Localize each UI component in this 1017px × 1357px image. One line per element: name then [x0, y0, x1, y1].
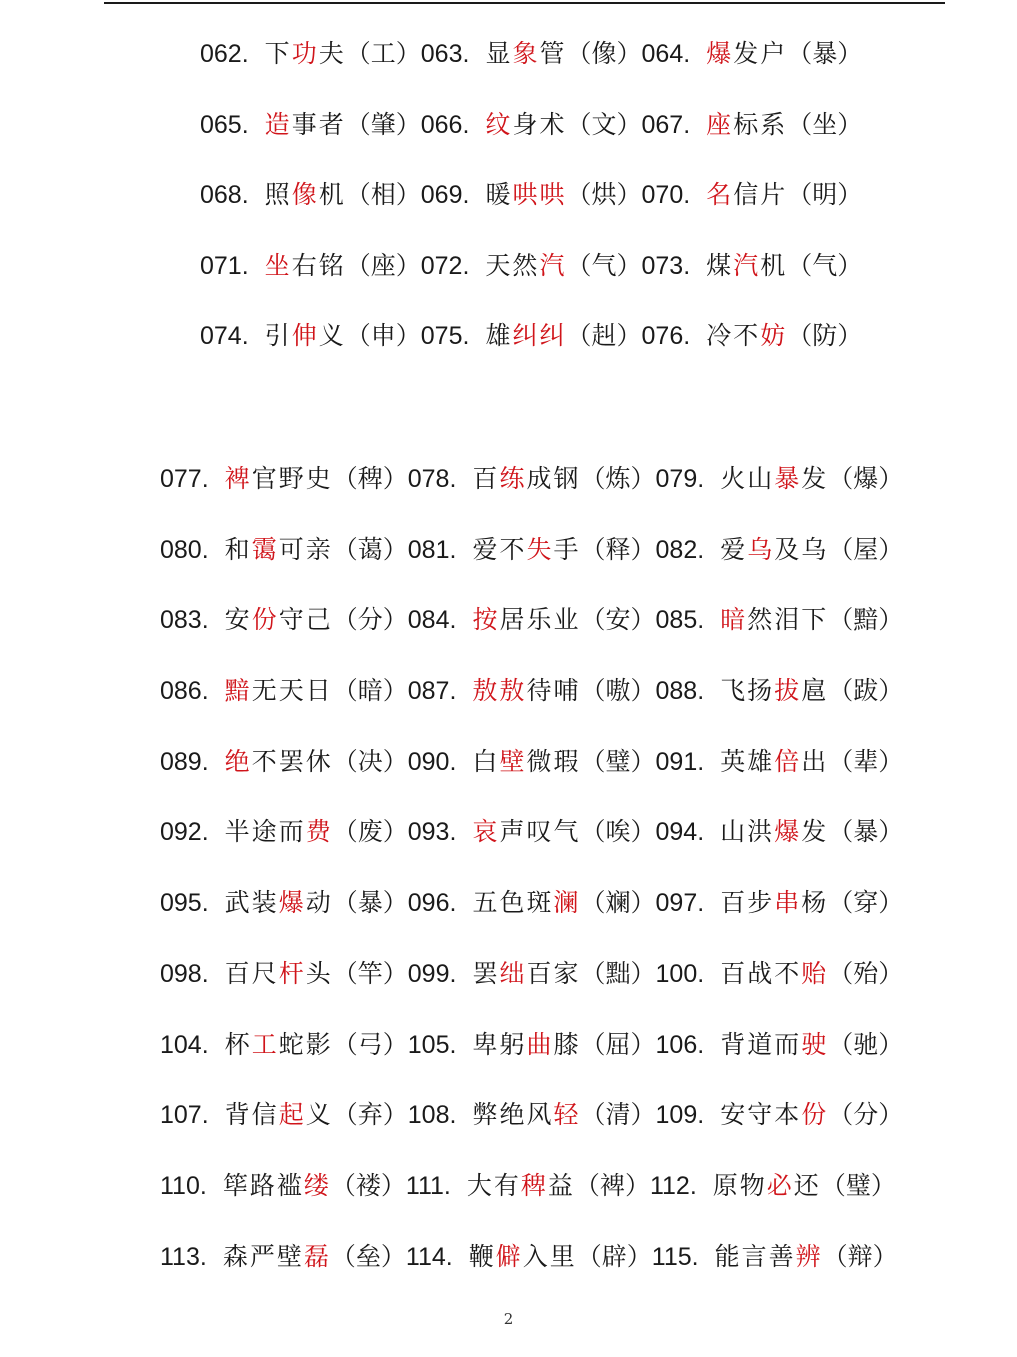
- row: [160, 1233, 903, 1277]
- row: [160, 667, 903, 711]
- entry: 107. 背信起义（弃）: [160, 1100, 408, 1130]
- entry: 065. 造事者（肇）: [200, 109, 421, 139]
- entry: 105. 卑躬曲膝（屈）: [407, 1029, 656, 1059]
- row: [200, 30, 862, 74]
- row: [200, 101, 862, 145]
- entry: 064. 爆发户（暴）: [641, 39, 863, 68]
- entry: 114. 鞭僻入里（辟）: [405, 1241, 652, 1271]
- entry: 075. 雄纠纠（赳）: [420, 321, 642, 350]
- row: [160, 1162, 903, 1206]
- entry: 084. 按居乐业（安）: [407, 605, 656, 635]
- entry: 062. 下功夫（工）: [200, 39, 421, 68]
- entry: 072. 天然汽（气）: [420, 250, 642, 280]
- entry: 110. 筚路褴缕（褛）: [160, 1170, 406, 1200]
- row: [200, 171, 862, 215]
- entry: 090. 白壁微瑕（璧）: [407, 746, 656, 776]
- entry: 088. 飞扬拔扈（跋）: [655, 676, 904, 706]
- entry: 096. 五色斑澜（斓）: [407, 888, 656, 918]
- row: [160, 879, 903, 923]
- entry: 113. 森严壁磊（垒）: [160, 1241, 406, 1271]
- entry: 070. 名信片（明）: [641, 180, 863, 209]
- entry: 077. 裨官野史（稗）: [160, 464, 408, 493]
- page-number: 2: [503, 1310, 514, 1328]
- entry: 097. 百步串杨（穿）: [655, 888, 904, 918]
- entry: 111. 大有稗益（裨）: [405, 1170, 650, 1200]
- entry: 085. 暗然泪下（黯）: [655, 605, 904, 635]
- entry: 095. 武装爆动（暴）: [160, 888, 408, 918]
- entry: 104. 杯工蛇影（弓）: [160, 1029, 408, 1059]
- entry: 068. 照像机（相）: [200, 180, 421, 209]
- section-bottom: [160, 455, 903, 1303]
- entry: 080. 和霭可亲（蔼）: [160, 534, 408, 564]
- entry: 106. 背道而驶（驰）: [655, 1029, 904, 1059]
- entry: 082. 爱乌及乌（屋）: [655, 534, 904, 564]
- entry: 089. 绝不罢休（决）: [160, 746, 408, 776]
- entry: 086. 黯无天日（暗）: [160, 676, 408, 706]
- row: [160, 950, 903, 994]
- row: [160, 526, 903, 570]
- entry: 079. 火山暴发（爆）: [655, 464, 904, 493]
- entry: 069. 暖哄哄（烘）: [420, 180, 642, 209]
- entry: 092. 半途而费（废）: [160, 817, 408, 847]
- entry: 087. 敖敖待哺（嗷）: [407, 676, 656, 706]
- entry: 093. 哀声叹气（唉）: [407, 817, 656, 847]
- entry: 094. 山洪爆发（暴）: [655, 817, 904, 847]
- entry: 078. 百练成钢（炼）: [407, 464, 656, 493]
- entry: 108. 弊绝风轻（清）: [407, 1100, 656, 1130]
- entry: 063. 显象管（像）: [420, 39, 642, 68]
- row: [160, 808, 903, 852]
- entry: 081. 爱不失手（释）: [407, 534, 656, 564]
- row: [160, 738, 903, 782]
- entry: 109. 安守本份（分）: [655, 1100, 904, 1130]
- row: [200, 312, 862, 356]
- entry: 098. 百尺杆头（竿）: [160, 958, 408, 988]
- entry: 083. 安份守己（分）: [160, 605, 408, 635]
- row: [160, 1091, 903, 1135]
- entry: 071. 坐右铭（座）: [200, 250, 421, 280]
- entry: 100. 百战不贻（殆）: [655, 958, 904, 988]
- entry: 067. 座标系（坐）: [641, 109, 863, 139]
- row: [160, 1021, 903, 1065]
- row: [160, 596, 903, 640]
- entry: 073. 煤汽机（气）: [641, 250, 863, 280]
- entry: 099. 罢绌百家（黜）: [407, 958, 656, 988]
- section-top: [200, 30, 862, 383]
- entry: 066. 纹身术（文）: [420, 109, 642, 139]
- row: [200, 242, 862, 286]
- entry: 091. 英雄倍出（辈）: [655, 746, 904, 776]
- top-rule: [104, 2, 945, 4]
- entry: 115. 能言善辨（辩）: [651, 1241, 898, 1271]
- entry: 076. 冷不妨（防）: [641, 321, 863, 350]
- row: [160, 455, 903, 499]
- entry: 074. 引伸义（申）: [200, 321, 421, 350]
- entry: 112. 原物必还（璧）: [649, 1170, 896, 1200]
